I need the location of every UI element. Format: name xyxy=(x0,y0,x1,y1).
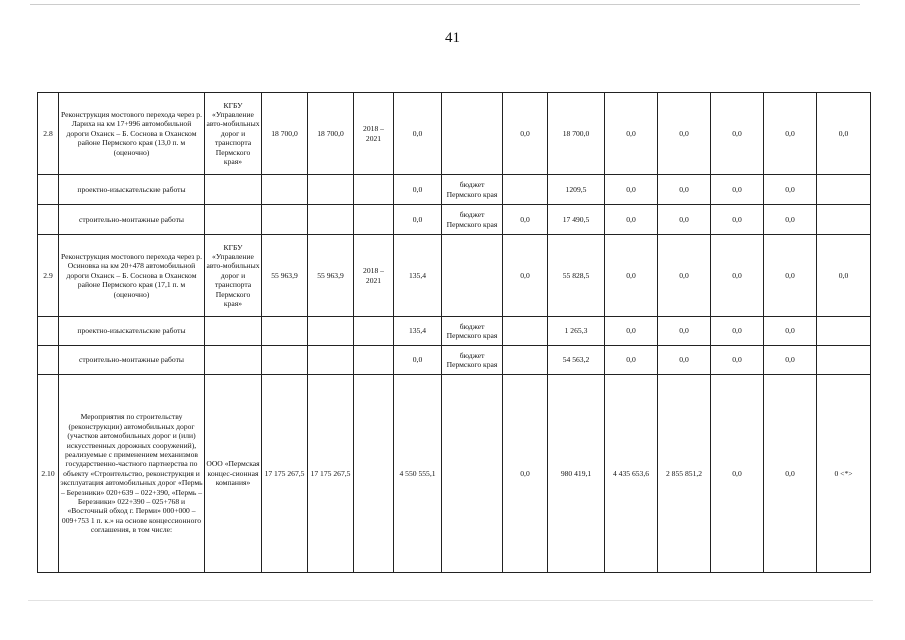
value-col-10 xyxy=(817,317,871,346)
table-row xyxy=(38,235,871,317)
row-number xyxy=(38,317,59,346)
remaining-cost: 55 963,9 xyxy=(308,235,354,317)
value-col-4: 0,0 xyxy=(503,93,548,175)
customer xyxy=(205,205,262,235)
period xyxy=(354,375,394,573)
funding-source: бюджет Пермского края xyxy=(442,317,503,346)
funding-source xyxy=(442,375,503,573)
customer xyxy=(205,317,262,346)
value-col-3: 135,4 xyxy=(394,235,442,317)
table-row xyxy=(38,205,871,235)
table-row xyxy=(38,375,871,573)
value-col-4 xyxy=(503,346,548,375)
value-col-7: 0,0 xyxy=(658,175,711,205)
period xyxy=(354,175,394,205)
table-row xyxy=(38,175,871,205)
period xyxy=(354,346,394,375)
period: 2018 – 2021 xyxy=(354,235,394,317)
row-number xyxy=(38,175,59,205)
value-col-4: 0,0 xyxy=(503,235,548,317)
value-col-3: 0,0 xyxy=(394,175,442,205)
value-col-4: 0,0 xyxy=(503,375,548,573)
measures-table xyxy=(37,92,871,573)
value-col-5: 17 490,5 xyxy=(548,205,605,235)
value-col-9: 0,0 xyxy=(764,175,817,205)
customer xyxy=(205,175,262,205)
value-col-5: 1 265,3 xyxy=(548,317,605,346)
value-col-4: 0,0 xyxy=(503,205,548,235)
value-col-8: 0,0 xyxy=(711,93,764,175)
value-col-8: 0,0 xyxy=(711,375,764,573)
remaining-cost: 18 700,0 xyxy=(308,93,354,175)
value-col-10 xyxy=(817,175,871,205)
value-col-7: 0,0 xyxy=(658,317,711,346)
value-col-3: 0,0 xyxy=(394,346,442,375)
total-cost xyxy=(262,175,308,205)
value-col-6: 0,0 xyxy=(605,175,658,205)
value-col-10 xyxy=(817,205,871,235)
funding-source: бюджет Пермского края xyxy=(442,175,503,205)
row-number xyxy=(38,346,59,375)
value-col-8: 0,0 xyxy=(711,205,764,235)
value-col-10 xyxy=(817,346,871,375)
value-col-6: 0,0 xyxy=(605,205,658,235)
funding-source xyxy=(442,235,503,317)
value-col-9: 0,0 xyxy=(764,375,817,573)
value-col-7: 0,0 xyxy=(658,346,711,375)
value-col-4 xyxy=(503,317,548,346)
page-number: 41 xyxy=(445,30,460,46)
value-col-6: 0,0 xyxy=(605,346,658,375)
value-col-8: 0,0 xyxy=(711,346,764,375)
bottom-rule xyxy=(28,600,873,601)
customer: ООО «Пермская концес-сионная компания» xyxy=(205,375,262,573)
measure-name: проектно-изыскательские работы xyxy=(59,317,205,346)
total-cost xyxy=(262,346,308,375)
value-col-5: 18 700,0 xyxy=(548,93,605,175)
funding-source: бюджет Пермского края xyxy=(442,346,503,375)
remaining-cost xyxy=(308,317,354,346)
total-cost xyxy=(262,205,308,235)
value-col-5: 980 419,1 xyxy=(548,375,605,573)
value-col-3: 135,4 xyxy=(394,317,442,346)
value-col-10: 0 <*> xyxy=(817,375,871,573)
value-col-9: 0,0 xyxy=(764,93,817,175)
remaining-cost xyxy=(308,346,354,375)
value-col-6: 0,0 xyxy=(605,235,658,317)
remaining-cost: 17 175 267,5 xyxy=(308,375,354,573)
value-col-7: 0,0 xyxy=(658,235,711,317)
customer: КГБУ «Управление авто-мобильных дорог и транспорта Пермского края» xyxy=(205,93,262,175)
value-col-5: 1209,5 xyxy=(548,175,605,205)
value-col-8: 0,0 xyxy=(711,235,764,317)
table-row xyxy=(38,346,871,375)
value-col-8: 0,0 xyxy=(711,175,764,205)
measure-name: проектно-изыскательские работы xyxy=(59,175,205,205)
table-row xyxy=(38,93,871,175)
value-col-3: 4 550 555,1 xyxy=(394,375,442,573)
top-rule xyxy=(30,4,860,5)
value-col-7: 0,0 xyxy=(658,205,711,235)
value-col-6: 0,0 xyxy=(605,93,658,175)
value-col-3: 0,0 xyxy=(394,205,442,235)
value-col-10: 0,0 xyxy=(817,235,871,317)
period: 2018 – 2021 xyxy=(354,93,394,175)
value-col-5: 54 563,2 xyxy=(548,346,605,375)
value-col-7: 2 855 851,2 xyxy=(658,375,711,573)
value-col-6: 4 435 653,6 xyxy=(605,375,658,573)
value-col-9: 0,0 xyxy=(764,205,817,235)
row-number: 2.9 xyxy=(38,235,59,317)
value-col-5: 55 828,5 xyxy=(548,235,605,317)
value-col-8: 0,0 xyxy=(711,317,764,346)
period xyxy=(354,205,394,235)
period xyxy=(354,317,394,346)
value-col-3: 0,0 xyxy=(394,93,442,175)
customer xyxy=(205,346,262,375)
value-col-6: 0,0 xyxy=(605,317,658,346)
value-col-9: 0,0 xyxy=(764,317,817,346)
row-number: 2.10 xyxy=(38,375,59,573)
row-number: 2.8 xyxy=(38,93,59,175)
funding-source: бюджет Пермского края xyxy=(442,205,503,235)
value-col-7: 0,0 xyxy=(658,93,711,175)
measure-name: Реконструкция мостового перехода через р. Осиновка на км 20+478 автомобильной дороги Оханск – Б. Соснова в Оханском районе Пермского края (17,1 п. м (оценочно) xyxy=(59,235,205,317)
total-cost: 55 963,9 xyxy=(262,235,308,317)
measure-name: Реконструкция мостового перехода через р. Лариха на км 17+996 автомобильной дороги Оханск – Б. Соснова в Оханском районе Пермского края (13,0 п. м (оценочно) xyxy=(59,93,205,175)
table-row xyxy=(38,317,871,346)
row-number xyxy=(38,205,59,235)
total-cost: 17 175 267,5 xyxy=(262,375,308,573)
total-cost xyxy=(262,317,308,346)
value-col-9: 0,0 xyxy=(764,346,817,375)
value-col-10: 0,0 xyxy=(817,93,871,175)
remaining-cost xyxy=(308,175,354,205)
value-col-9: 0,0 xyxy=(764,235,817,317)
total-cost: 18 700,0 xyxy=(262,93,308,175)
measure-name: строительно-монтажные работы xyxy=(59,346,205,375)
customer: КГБУ «Управление авто-мобильных дорог и транспорта Пермского края» xyxy=(205,235,262,317)
remaining-cost xyxy=(308,205,354,235)
funding-source xyxy=(442,93,503,175)
value-col-4 xyxy=(503,175,548,205)
measure-name: Мероприятия по строительству (реконструкции) автомобильных дорог (участков автомобильных дорог и (или) искусственных дорожных сооружений), реализуемые с применением механизмов государственно-частного партнерства по объекту «Строительство, реконструкция и эксплуатация автомобильных дорог «Пермь – Березники» 020+639 – 022+390, «Пермь – Березники» 022+390 – 025+768 и «Восточный обход г. Перми» 000+000 – 009+753 1 п. к.» на основе концессионного соглашения, в том числе: xyxy=(59,375,205,573)
measure-name: строительно-монтажные работы xyxy=(59,205,205,235)
